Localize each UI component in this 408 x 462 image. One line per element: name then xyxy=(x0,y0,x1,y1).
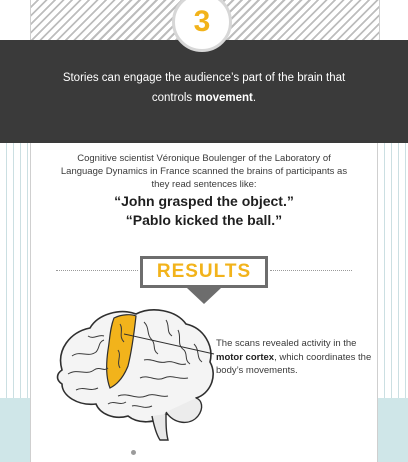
bottom-dot xyxy=(131,450,136,455)
results-banner xyxy=(140,256,268,288)
headline-bold: movement xyxy=(195,92,253,104)
headline-post: . xyxy=(252,92,257,104)
dotted-divider-left xyxy=(56,270,138,271)
section-number: 3 xyxy=(193,5,211,38)
brain-icon xyxy=(48,300,218,442)
results-text-post: , which coordinates the body’s movements. xyxy=(216,351,372,376)
headline-text xyxy=(54,68,354,108)
results-label: RESULTS xyxy=(143,259,265,285)
dotted-divider-right xyxy=(270,270,352,271)
results-text-pre: The scans revealed activity in the xyxy=(216,338,357,349)
quote-1: “John grasped the object.” xyxy=(114,193,294,209)
quote-2: “Pablo kicked the ball.” xyxy=(125,212,283,228)
study-intro: Cognitive scientist Véronique Boulenger of the Laboratory of Language Dynamics in France scanned the brains of participants as they read sentences like: xyxy=(60,153,348,190)
results-text-bold: motor cortex xyxy=(216,351,275,363)
results-description xyxy=(216,337,376,378)
headline-pre: Stories can engage the audience’s part of the brain that controls xyxy=(62,72,346,104)
